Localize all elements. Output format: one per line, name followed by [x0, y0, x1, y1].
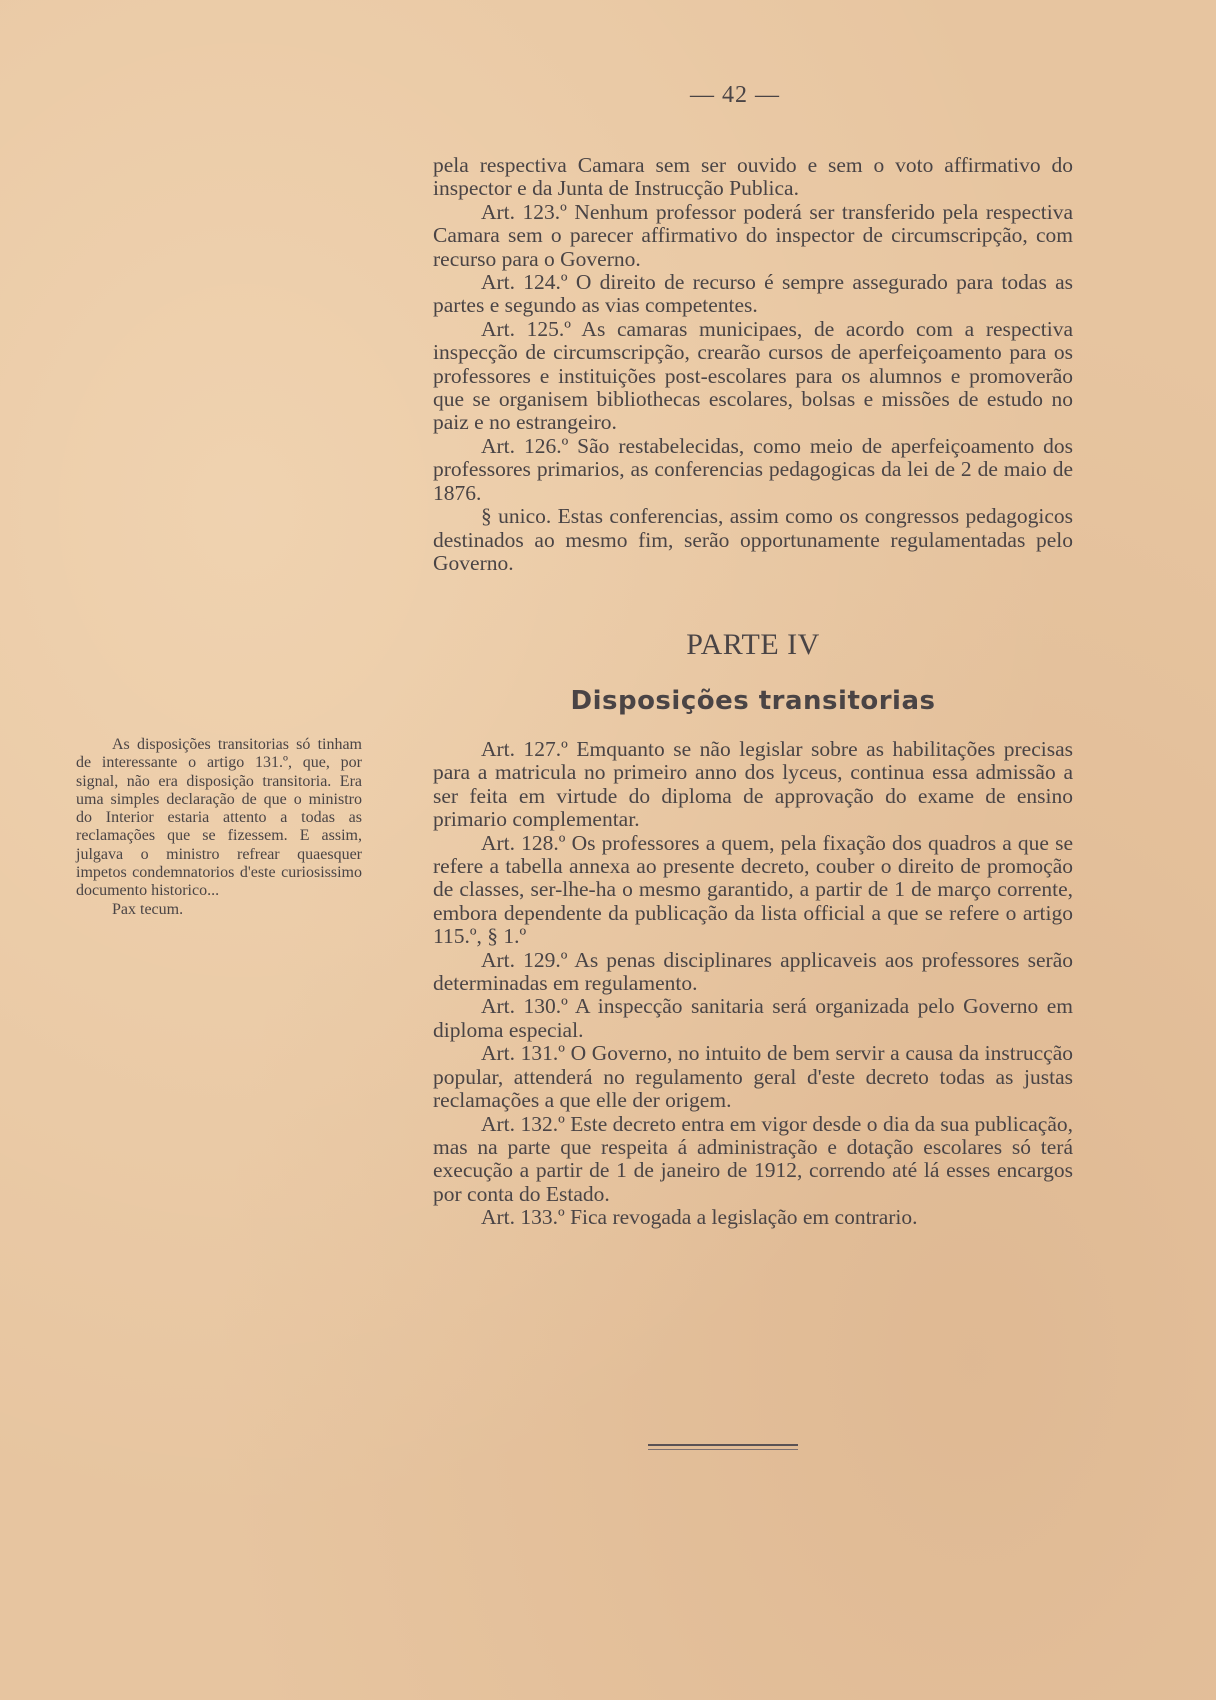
paragraph: Art. 130.º A inspecção sanitaria será organizada pelo Governo em diploma especial.: [433, 994, 1073, 1042]
paragraph: § unico. Estas conferencias, assim como os congressos pedagogicos destinados ao mesmo fim, serão opportunamente regulamentadas pelo Governo.: [433, 504, 1073, 575]
margin-note: [76, 736, 362, 919]
paragraph: Art. 129.º As penas disciplinares applicaveis aos professores serão determinadas em regulamento.: [433, 947, 1073, 996]
paragraph: Art. 133.º Fica revogada a legislação em contrario.: [481, 1205, 918, 1230]
main-text-bottom: [433, 738, 1073, 1230]
main-text-top: [433, 154, 1073, 575]
page-number: — 42 —: [690, 82, 780, 108]
margin-note-paragraph: Pax tecum.: [112, 900, 184, 918]
paragraph: Art. 131.º O Governo, no intuito de bem servir a causa da instrucção popular, attenderá no regulamento geral d'este decreto todas as justas reclamações a que elle der origem.: [433, 1041, 1073, 1113]
margin-note-paragraph: As disposições transitorias só tinham de interessante o artigo 131.º, que, por signal, não era disposição transitoria. Era uma simples declaração de que o ministro do Interior estaria attento a todas as reclamações que se fizessem. E assim, julgava o ministro refrear quaesquer impetos condemnatorios d'este curiosissimo documento historico...: [76, 736, 362, 900]
paragraph: Art. 125.º As camaras municipaes, de acordo com a respectiva inspecção de circumscripção, crearão cursos de aperfeiçoamento para os professores e instituições post-escolares para os alumnos e promoverão que se organisem bibliothecas escolares, bolsas e missões de estudo no paiz e no estrangeiro.: [433, 316, 1073, 435]
paragraph: Art. 123.º Nenhum professor poderá ser transferido pela respectiva Camara sem o parecer affirmativo do inspector de circumscripção, com recurso para o Governo.: [433, 199, 1073, 271]
paragraph: Art. 127.º Emquanto se não legislar sobre as habilitações precisas para a matricula no primeiro anno dos lyceus, continua essa admissão a ser feita em virtude do diploma de approvação do exame de ensino primario complementar.: [433, 737, 1073, 832]
paragraph: Art. 128.º Os professores a quem, pela fixação dos quadros a que se refere a tabella annexa ao presente decreto, couber o direito de promoção de classes, ser-lhe-ha o mesmo garantido, a partir de 1 de março corrente, embora dependente da publicação da lista official a que se refere o artigo 115.º, § 1.º: [433, 830, 1073, 949]
paragraph: Art. 132.º Este decreto entra em vigor desde o dia da sua publicação, mas na parte que respeita á administração e dotação escolares só terá execução a partir de 1 de janeiro de 1912, correndo até lá esses encargos por conta do Estado.: [433, 1111, 1073, 1206]
paragraph: Art. 126.º São restabelecidas, como meio de aperfeiçoamento dos professores primarios, as conferencias pedagogicas da lei de 2 de maio de 1876.: [433, 433, 1073, 505]
part-title: PARTE IV: [686, 628, 820, 661]
end-rule: [648, 1444, 798, 1446]
paragraph: pela respectiva Camara sem ser ouvido e sem o voto affirmativo do inspector e da Junta de Instrucção Publica.: [433, 153, 1073, 201]
paragraph: Art. 124.º O direito de recurso é sempre assegurado para todas as partes e segundo as vias competentes.: [433, 270, 1073, 318]
section-title: Disposições transitorias: [570, 686, 936, 716]
